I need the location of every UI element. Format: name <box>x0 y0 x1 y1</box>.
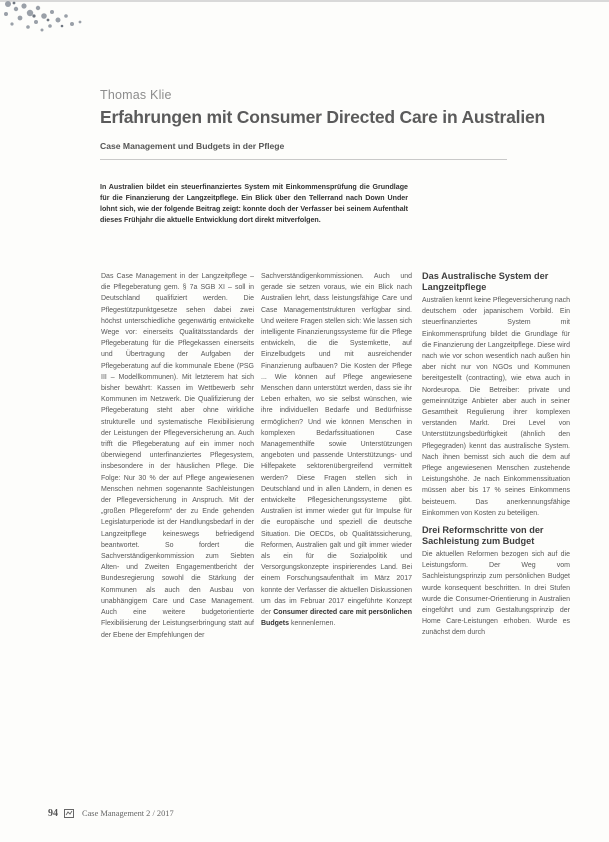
column-2-tail: kennenlernen. <box>290 620 336 628</box>
author-name: Thomas Klie <box>100 88 172 102</box>
column-3-paragraph-1: Australien kennt keine Pflegeversicherung nach deutschem oder japanischem Vorbild. Ein steuerfinanziertes System mit Einkommensprüfung bildet die Grundlage für die Finanzierung der Langzeitpflege. Diese wird nach wie vor schon wesentlich nach außen hin aber nicht nur von NGOs und Kommunen bereitgestellt (contracting), wie etwa auch in Nordeuropa. Die Betreiber: private und gemeinnützige Anbieter aber auch in seiner Gesamtheit Regulierung ihrer komplexen verstanden Markt. Drei Level von Unterstützungsbedürftigkeit (ähnlich den Pflegegraden) kennt das australische System. Nach ihnen bemisst sich auch die dem auf Pflege angewiesenen Menschen zustehende Leistungshöhe. Je nach Einkommenssituation müssen aber bis 17 % seines Einkommens beisteuern. Das anerkennungsfähige Einkommen von Kosten zu beteiligen. <box>422 297 570 517</box>
title-divider <box>100 159 507 160</box>
top-border <box>0 0 609 2</box>
section-heading-langzeitpflege: Das Australische System der Langzeitpflege <box>422 271 549 292</box>
article-title: Erfahrungen mit Consumer Directed Care in Australien <box>100 107 546 127</box>
column-3-paragraph-2: Die aktuellen Reformen bezogen sich auf die Leistungsform. Der Weg vom Sachleistungsprinzip zum persönlichen Budget wurde konsequent beschritten. In drei Stufen wurde die Consumer-Orientierung in Australien eingeführt und zum Gestaltungsprinzip der Home Care-Leistungen erhoben. Wurde es zunächst dem durch <box>422 551 570 637</box>
journal-name: Case Management 2 / 2017 <box>82 809 174 818</box>
body-column-3 <box>422 271 570 639</box>
column-2-highlight: Consumer directed care mit persönlichen Budgets <box>261 609 412 628</box>
section-heading-reformschritte: Drei Reformschritte von der Sachleistung zum Budget <box>422 525 544 547</box>
decorative-dots-ornament <box>0 0 90 44</box>
column-2-text: Sachverständigenkommissionen. Auch und gerade sie setzen voraus, wie ein Blick nach Australien lehrt, dass leistungsfähige Care und Case Managementstrukturen verfügbar sind. Und weitere Fragen stellen sich: Wie lassen sich intelligente Finanzierungssysteme für die Pflege entwickeln, die die Systemkette, auf Einzelbudgets und mit ausreichender Finanzierung aufbauen? Die Kosten der Pflege ... Wie können auf Pflege angewiesene Menschen dann unterstützt werden, dass sie ihr Leben erhalten, wo sie selbst wünschen, wie ihre individuellen Bedarfe und Bedürfnisse ermöglichen? Und wie können Menschen in komplexen Bedarfssituationen Case Managementhilfe sowie Unterstützungen angeboten und passende Unterstützungs- und Hilfepakete sektorenübergreifend vermittelt werden? Diese Fragen stellen sich in Deutschland und in allen Ländern, in denen es entwickelte Pflegesicherungssysteme gibt. Australien ist immer wieder gut für Impulse für die europäische und speziell die deutsche Situation. Die OECDs, ob Qualitätssicherung, Reformen, Australien galt und gilt immer wieder als ein für die Sozialpolitik und Versorgungskonzepte inspirierendes Land. Bei einem Forschungsaufenthalt im März 2017 konnte der Verfasser die aktuellen Diskussionen um das im Februar 2017 eingeführte Konzept der <box>261 273 412 617</box>
lead-paragraph: In Australien bildet ein steuerfinanziertes System mit Einkommensprüfung die Grundlage für die Finanzierung der Langzeitpflege. Ein Blick über den Tellerrand nach Down Under lohnt sich, wie der folgende Beitrag zeigt: konnte doch der Verfasser bei seinem Aufenthalt dieses Frühjahr die aktuelle Entwicklung dort direkt mitverfolgen. <box>100 183 408 225</box>
page-footer <box>48 808 174 819</box>
article-subtitle: Case Management und Budgets in der Pflege <box>100 141 285 151</box>
page-number: 94 <box>48 808 58 819</box>
body-column-1: Das Case Management in der Langzeitpflege – die Pflegeberatung gem. § 7a SGB XI – soll in Deutschland qualifiziert werden. Die Pflegestützpunktgesetze sehen dabei zwei höchst unterschiedliche gegenwärtig entwickelte Wege vor: einerseits Qualitätsstandards der Pflegeberatung für die Pflegekassen einerseits und Übertragung der Aufgaben der Pflegeberatung auf die kommunale Ebene (PSG III – Modellkommunen). Mit letzterem hat sich bisher bewährt: Kassen im Wettbewerb sehr Kommunen im Netzwerk. Die Qualifizierung der Pflegeberatung steht aber ohne wirkliche strukturelle und systematische Flexibilisierung der Leistungen der Pflegeversicherung an. Auch trifft die Pflegeberatung auf ein immer noch überwiegend unterfinanziertes Pflegesystem, insbesondere in der häuslichen Pflege. Die Folge: Nur 30 % der auf Pflege angewiesenen Menschen nehmen sogenannte Sachleistungen der Pflegeversicherung in Anspruch. Mit der „großen Pflegereform“ der zu Ende gehenden Legislaturperiode ist der Handlungsbedarf in der Langzeitpflege keineswegs befriedigend beantwortet. So fordert die Sachverständigenkommission zum Siebten Alten- und Zweiten Engagementbericht der Bundesregierung sowohl die Stärkung der Kommunen als auch den Ausbau von unabhängigem Care und Case Management. Auch eine weitere budgetorientierte Flexibilisierung der Leistungserbringung statt auf der Ebene der Empfehlungen der <box>101 273 254 639</box>
body-column-2 <box>261 271 412 630</box>
journal-logo-icon <box>64 809 74 818</box>
